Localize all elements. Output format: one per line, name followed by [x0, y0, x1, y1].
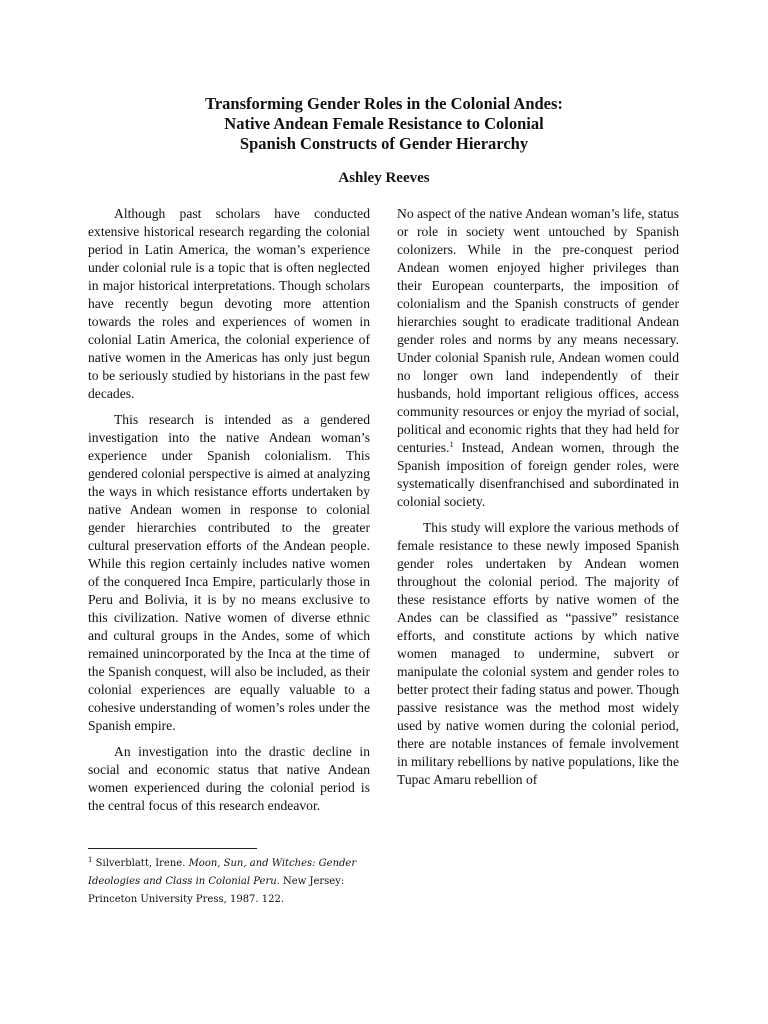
paragraph-investigation: An investigation into the drastic decline in social and economic status that native Andean women experienced during the colonial period is the central focus of this research endeavor.	[88, 744, 370, 813]
footnote-book-title: Moon, Sun, and Witches: Gender Ideologies and Class in Colonial Peru	[88, 858, 357, 887]
footnote-divider	[88, 848, 257, 849]
paper-title	[0, 94, 768, 154]
footnote-author: Silverblatt, Irene.	[92, 858, 189, 869]
paragraph-native-status-text: No aspect of the native Andean woman’s life, status or role in society went untouched by Spanish colonizers. While in the pre-conquest period Andean women enjoyed higher privileges than their European counterparts, the imposition of colonialism and the Spanish constructs of gender hierarchies sought to eradicate traditional Andean gender roles and norms by any means necessary. Under colonial Spanish rule, Andean women could no longer own land independently of their husbands, hold important religious offices, access community resources or enjoy the myriad of social, political and economic rights that they had held for centuries.	[397, 206, 679, 455]
title-line-2: Native Andean Female Resistance to Colonial	[224, 114, 544, 133]
footnote	[88, 855, 378, 909]
footnote-reference[interactable]: 1	[449, 439, 454, 449]
right-column	[397, 205, 679, 797]
title-line-3: Spanish Constructs of Gender Hierarchy	[239, 134, 529, 153]
paragraph-native-status	[397, 205, 679, 511]
paragraph-research-scope: This research is intended as a gendered investigation into the native Andean woman’s experience under Spanish colonialism. This gendered colonial perspective is aimed at analyzing the ways in which resistance efforts undertaken by native Andean women in response to colonial gender hierarchies contributed to the greater cultural preservation efforts of the Andean people. While this region certainly includes native women of the conquered Inca Empire, particularly those in Peru and Bolivia, it is by no means exclusive to this civilization. Native women of diverse ethnic and cultural groups in the Andes, some of which remained unincorporated by the Inca at the time of the Spanish conquest, will also be included, as their colonial experiences are equally valuable to a cohesive understanding of women’s roles under the Spanish empire.	[88, 412, 370, 733]
left-column	[88, 205, 370, 823]
title-line-1: Transforming Gender Roles in the Colonial Andes:	[205, 94, 563, 113]
paragraph-native-status-continued: Instead, Andean women, through the Spanish imposition of foreign gender roles, were systematically disenfranchised and subordinated in colonial society.	[397, 440, 679, 509]
author-name: Ashley Reeves	[338, 170, 430, 186]
paragraph-intro: Although past scholars have conducted extensive historical research regarding the colonial period in Latin America, the woman’s experience under colonial rule is a topic that is often neglected in major historical interpretations. Though scholars have recently begun devoting more attention towards the roles and experiences of women in colonial Latin America, the colonial experience of native women in the Americas has only just begun to be seriously studied by historians in the past few decades.	[88, 206, 370, 401]
footnote-number: 1	[88, 856, 93, 864]
footnote-publication: . New Jersey: Princeton University Press, 1987. 122.	[88, 876, 345, 905]
paragraph-study-methods: This study will explore the various methods of female resistance to these newly imposed Spanish gender roles undertaken by Andean women throughout the colonial period. The majority of these resistance efforts by native women of the Andes can be classified as “passive” resistance efforts, and constitute actions by which native women managed to undermine, subvert or manipulate the colonial system and gender roles to better protect their fading status and power. Though passive resistance was the method most widely used by native women during the colonial period, there are notable instances of female involvement in military rebellions by native populations, like the Tupac Amaru rebellion of	[397, 520, 679, 787]
